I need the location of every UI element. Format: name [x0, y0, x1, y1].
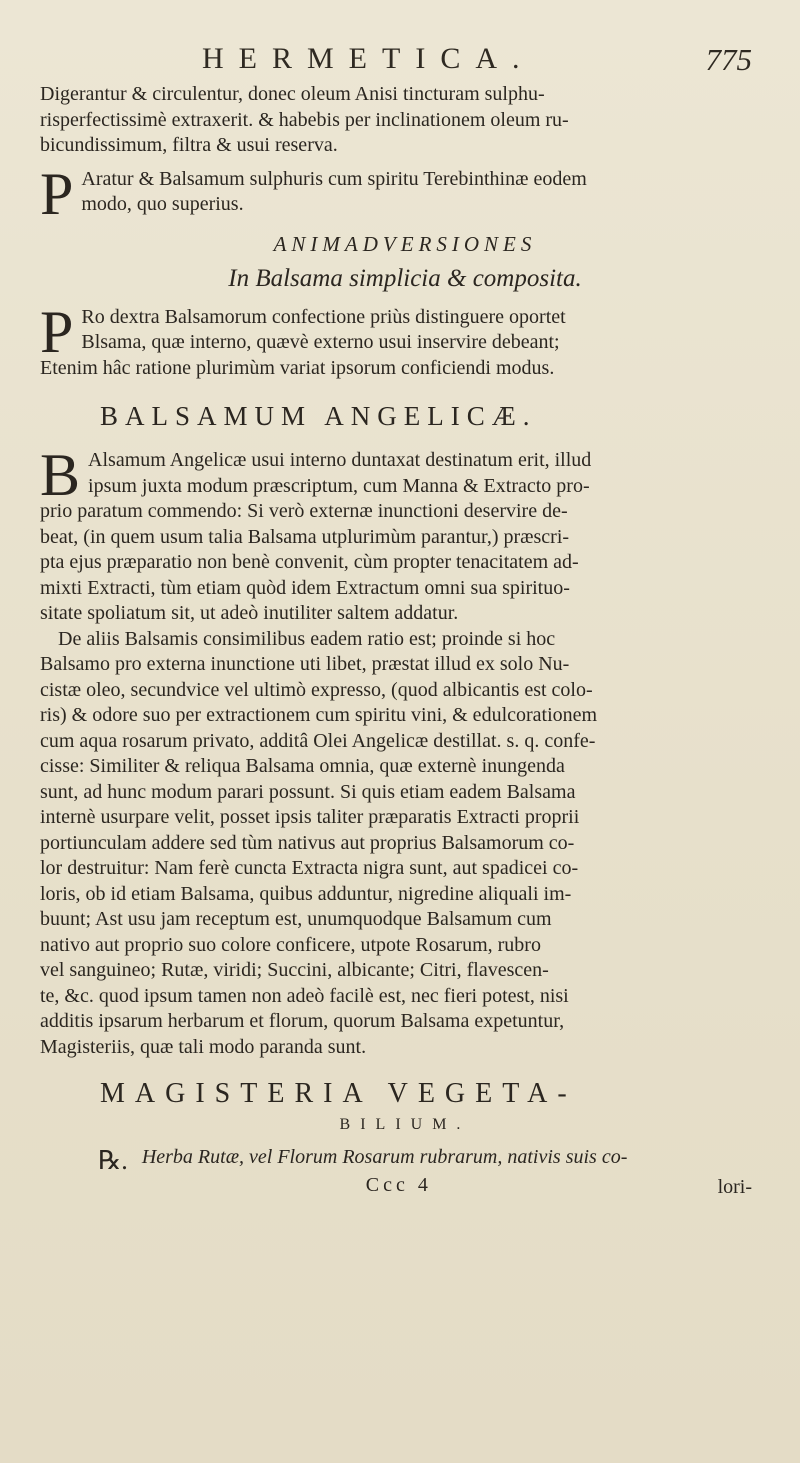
- text-line: te, &c. quod ipsum tamen non adeò facilè est, nec fieri potest, nisi: [40, 984, 569, 1007]
- section-heading-balsamum-angelicae: BALSAMUM ANGELICÆ.: [100, 401, 537, 431]
- text-line: bicundissimum, filtra & usui reserva.: [40, 134, 338, 156]
- recipe-line: [40, 1146, 770, 1176]
- text-line: Digerantur & circulentur, donec oleum Anisi tincturam sulphu-: [40, 83, 545, 105]
- text-line: Etenim hâc ratione plurimùm variat ipsorum conficiendi modus.: [40, 356, 555, 379]
- paragraph-5: [40, 627, 770, 1061]
- section-subheading: In Balsama simplicia & composita.: [228, 264, 582, 292]
- text-line: additis ipsarum herbarum et florum, quorum Balsama expetuntur,: [40, 1010, 565, 1032]
- text-line: vel sanguineo; Rutæ, viridi; Succini, albicante; Citri, flavescen-: [40, 959, 549, 981]
- recipe-sign: ℞.: [98, 1146, 128, 1175]
- recipe-text: Herba Rutæ, vel Florum Rosarum rubrarum, nativis suis co-: [141, 1146, 628, 1168]
- text-line: portiunculam addere sed tùm nativus aut proprius Balsamorum co-: [40, 831, 575, 854]
- drop-cap: P: [40, 298, 74, 365]
- section-subheading-bilium: BILIUM.: [339, 1116, 471, 1133]
- text-line: Aratur & Balsamum sulphuris cum spiritu Terebinthinæ eodem: [81, 167, 587, 190]
- section-heading-animadversiones: ANIMADVERSIONES: [273, 231, 537, 256]
- text-line: prio paratum commendo: Si verò externæ inunctioni deservire de-: [40, 500, 568, 522]
- paragraph-3: [40, 298, 770, 382]
- text-line: ipsum juxta modum præscriptum, cum Manna & Extracto pro-: [88, 474, 590, 497]
- text-line: loris, ob id etiam Balsama, quibus adduntur, nigredine aliquali im-: [40, 882, 572, 905]
- text-line: mixti Extracti, tùm etiam quòd idem Extractum omni sua spirituo-: [40, 576, 570, 599]
- running-head: HERMETICA.: [202, 42, 535, 75]
- section-heading-magisteria: MAGISTERIA VEGETA-: [100, 1078, 577, 1109]
- text-line: risperfectissimè extraxerit. & habebis per inclinationem oleum ru-: [40, 108, 569, 131]
- text-line: Ro dextra Balsamorum confectione priùs distinguere oportet: [81, 305, 566, 328]
- drop-cap: B: [40, 442, 81, 508]
- text-line: internè usurpare velit, posset ipsis taliter præparatis Extracti proprii: [40, 806, 580, 828]
- text-line: Blsama, quæ interno, quævè externo usui inservire debeant;: [81, 331, 560, 353]
- text-line: sunt, ad hunc modum parari possunt. Si quis etiam eadem Balsama: [40, 780, 576, 803]
- text-line: modo, quo superius.: [81, 193, 244, 215]
- paragraph-2: [40, 160, 770, 227]
- paragraph-1: [40, 82, 770, 159]
- text-line: Balsamo pro externa inunctione uti libet, præstat illud ex solo Nu-: [40, 653, 570, 675]
- line-continuation: lori-: [717, 1176, 752, 1198]
- text-line: nativo aut proprio suo colore conficere, utpote Rosarum, rubro: [40, 933, 541, 956]
- text-line: beat, (in quem usum talia Balsama utplurimùm parantur,) præscri-: [40, 525, 570, 548]
- text-line: sitate spoliatum sit, ut adeò inutiliter saltem addatur.: [40, 602, 459, 624]
- signature-mark: Ccc 4: [365, 1174, 432, 1196]
- text-line: Magisteriis, quæ tali modo paranda sunt.: [40, 1035, 367, 1058]
- page-content: [40, 40, 770, 1199]
- text-line: cum aqua rosarum privato, additâ Olei Angelicæ destillat. s. q. confe-: [40, 729, 596, 752]
- text-line: pta ejus præparatio non benè convenit, cùm propter tenacitatem ad-: [40, 551, 579, 573]
- text-line: lor destruitur: Nam ferè cuncta Extracta nigra sunt, aut spadicei co-: [40, 857, 579, 879]
- text-line: buunt; Ast usu jam receptum est, unumquodque Balsamum cum: [40, 908, 552, 930]
- text-line: cisse: Similiter & reliqua Balsama omnia, quæ externè inungenda: [40, 755, 565, 777]
- page-header: [40, 40, 770, 82]
- page-number: 775: [705, 42, 752, 77]
- text-line: cistæ oleo, secundvice vel ultimò expresso, (quod albicantis est colo-: [40, 678, 593, 701]
- text-line: Alsamum Angelicæ usui interno duntaxat destinatum erit, illud: [88, 449, 592, 471]
- text-line: ris) & odore suo per extractionem cum spiritu vini, & edulcorationem: [40, 704, 598, 726]
- paragraph-4: [40, 442, 770, 627]
- drop-cap: P: [40, 160, 74, 227]
- text-line: De aliis Balsamis consimilibus eadem ratio est; proinde si hoc: [58, 627, 556, 650]
